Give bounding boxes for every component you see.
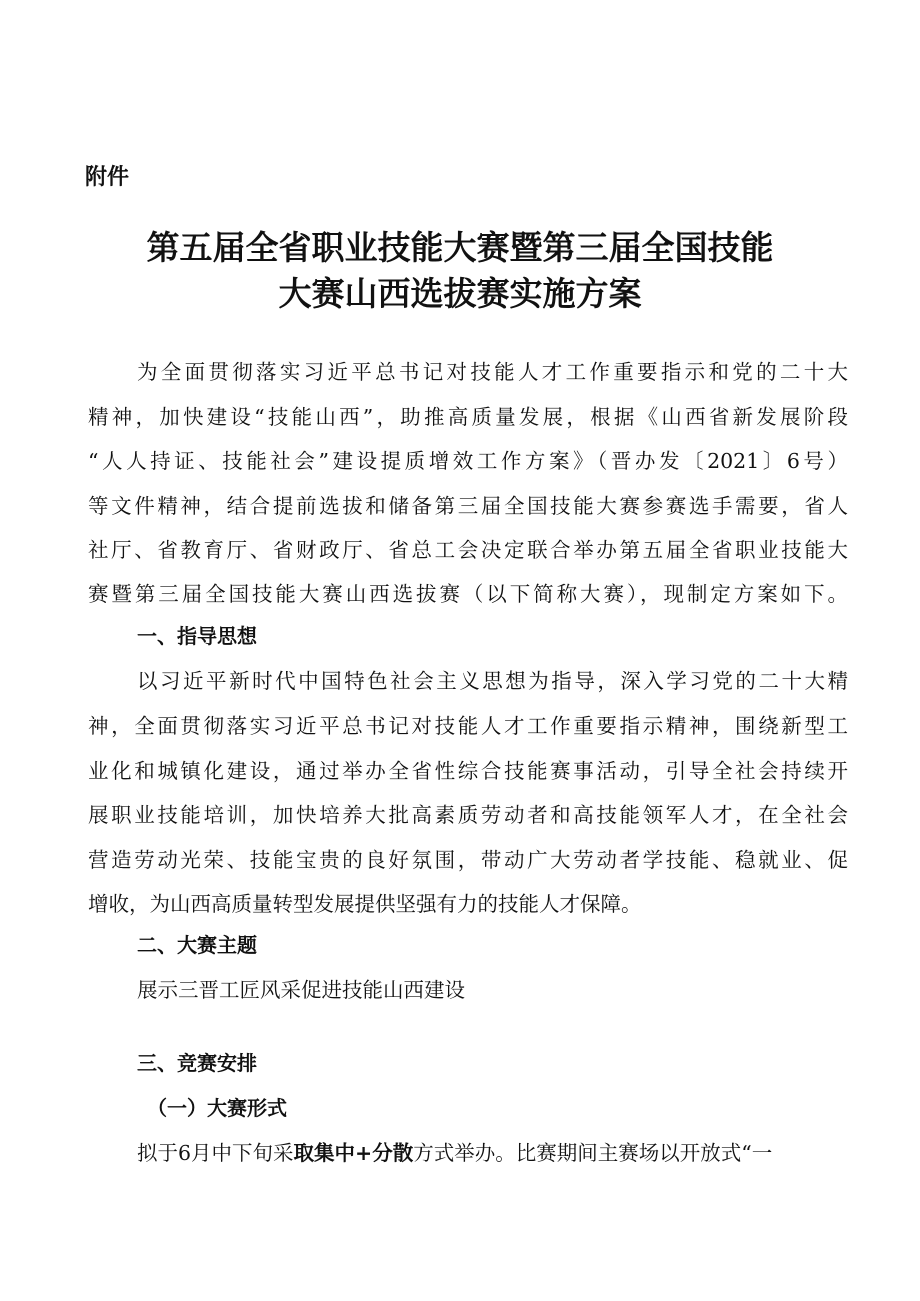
section-2-theme: 展示三晋工匠风采促进技能山西建设 bbox=[137, 978, 465, 1002]
document-title-line-2: 大赛山西选拔赛实施方案 bbox=[278, 274, 642, 313]
section-3-line-1-before: 拟于6月中下旬采 bbox=[137, 1141, 294, 1165]
intro-line-2: 精神，加快建设“技能山西”，助推高质量发展，根据《山西省新发展阶段 bbox=[88, 405, 848, 429]
section-1-line-3: 业化和城镇化建设，通过举办全省性综合技能赛事活动，引导全社会持续开 bbox=[88, 759, 848, 783]
section-3-heading: 三、竞赛安排 bbox=[137, 1051, 257, 1075]
section-3-line-1-bold: 取集中+分散 bbox=[293, 1141, 414, 1165]
intro-line-5: 社厅、省教育厅、省财政厅、省总工会决定联合举办第五届全省职业技能大 bbox=[88, 538, 848, 562]
section-1-line-4: 展职业技能培训，加快培养大批高素质劳动者和高技能领军人才，在全社会 bbox=[88, 803, 848, 827]
section-1-line-2: 神，全面贯彻落实习近平总书记对技能人才工作重要指示精神，围绕新型工 bbox=[88, 714, 848, 738]
intro-line-1: 为全面贯彻落实习近平总书记对技能人才工作重要指示和党的二十大 bbox=[137, 360, 848, 384]
section-1-heading: 一、指导思想 bbox=[137, 624, 257, 648]
attachment-label: 附件 bbox=[85, 165, 130, 190]
section-3-line-1 bbox=[137, 1136, 897, 1166]
section-1-line-6: 增收，为山西高质量转型发展提供坚强有力的技能人才保障。 bbox=[88, 892, 642, 916]
intro-line-3: “人人持证、技能社会”建设提质增效工作方案》（晋办发〔2021〕6号） bbox=[88, 449, 848, 473]
section-3-subheading: （一）大赛形式 bbox=[147, 1096, 287, 1120]
document-title-line-1: 第五届全省职业技能大赛暨第三届全国技能 bbox=[146, 228, 774, 267]
section-1-line-5: 营造劳动光荣、技能宝贵的良好氛围，带动广大劳动者学技能、稳就业、促 bbox=[88, 848, 848, 872]
intro-line-6: 赛暨第三届全国技能大赛山西选拔赛（以下简称大赛），现制定方案如下。 bbox=[88, 582, 848, 606]
section-1-line-1: 以习近平新时代中国特色社会主义思想为指导，深入学习党的二十大精 bbox=[137, 669, 848, 693]
section-3-line-1-after: 方式举办。比赛期间主赛场以开放式“一 bbox=[413, 1141, 773, 1165]
section-2-heading: 二、大赛主题 bbox=[137, 933, 257, 957]
intro-line-4: 等文件精神，结合提前选拔和储备第三届全国技能大赛参赛选手需要，省人 bbox=[88, 494, 848, 518]
